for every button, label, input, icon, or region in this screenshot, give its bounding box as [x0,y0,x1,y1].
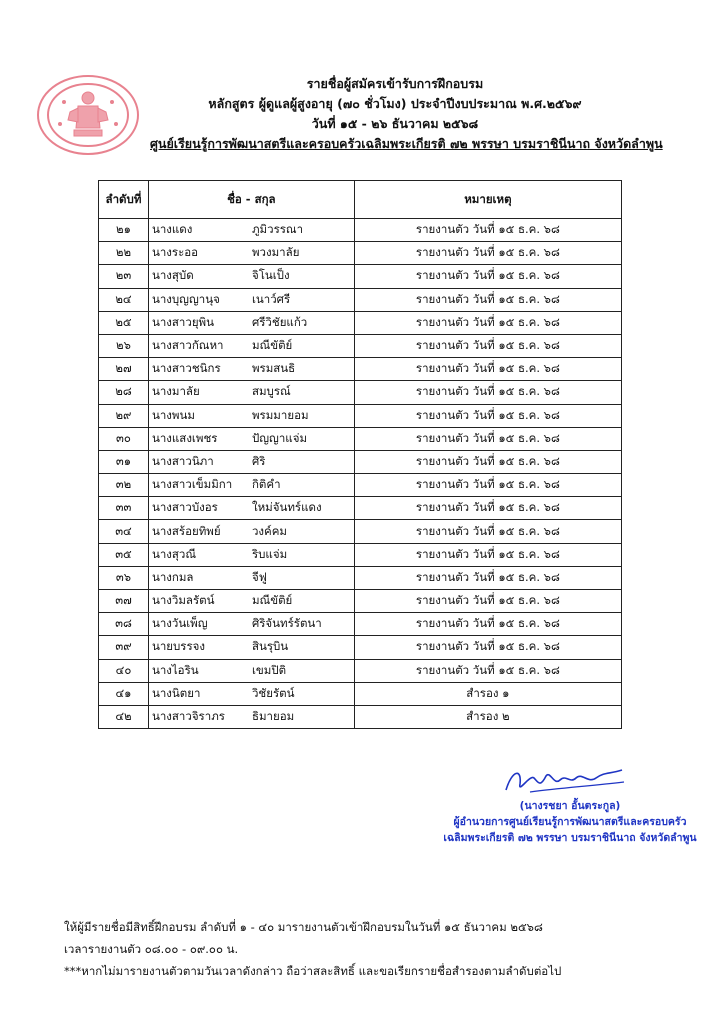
row-remark: รายงานตัว วันที่ ๑๕ ธ.ค. ๖๘ [354,566,621,589]
row-remark: รายงานตัว วันที่ ๑๕ ธ.ค. ๖๘ [354,381,621,404]
signer-position-line1: ผู้อำนวยการศูนย์เรียนรู้การพัฒนาสตรีและครอบครัว [453,816,687,828]
roster-body [99,219,622,729]
row-remark: รายงานตัว วันที่ ๑๕ ธ.ค. ๖๘ [354,358,621,381]
row-full-name [148,334,354,357]
row-number: ๓๓ [99,497,149,520]
row-full-name [148,566,354,589]
row-remark: สำรอง ๑ [354,682,621,705]
royal-emblem-seal-icon [34,72,142,158]
last-name: เนาว์ศรี [251,291,291,306]
row-remark: รายงานตัว วันที่ ๑๕ ธ.ค. ๖๘ [354,242,621,265]
last-name: วงค์คม [251,523,287,538]
row-number: ๒๗ [99,358,149,381]
last-name: จีฟู [251,569,267,584]
row-number: ๒๓ [99,265,149,288]
row-full-name [148,659,354,682]
row-full-name [148,427,354,450]
document-title: รายชื่อผู้สมัครเข้ารับการฝึกอบรม [306,76,484,91]
row-remark: รายงานตัว วันที่ ๑๕ ธ.ค. ๖๘ [354,404,621,427]
first-name: นางระออ [151,245,199,260]
row-full-name [148,543,354,566]
table-row [99,543,622,566]
row-number: ๒๖ [99,334,149,357]
row-number: ๓๒ [99,474,149,497]
course-name: หลักสูตร ผู้ดูแลผู้สูงอายุ (๗๐ ชั่วโมง) ประจำปีงบประมาณ พ.ศ.๒๕๖๙ [208,96,582,111]
row-number: ๓๗ [99,590,149,613]
row-number: ๒๕ [99,311,149,334]
last-name: พรมสนธิ [251,361,296,376]
first-name: นางสาวกัณหา [151,338,224,353]
last-name: ศิริจันทร์รัตนา [251,616,322,631]
last-name: ภูมิวรรณา [251,222,304,237]
table-row [99,613,622,636]
first-name: นางสาวยุพิน [151,314,215,329]
first-name: นางวิมลรัตน์ [151,593,215,608]
column-header-name: ชื่อ - สกุล [148,181,354,219]
row-full-name [148,242,354,265]
roster-table [98,180,622,729]
row-full-name [148,705,354,728]
row-full-name [148,636,354,659]
table-row [99,265,622,288]
first-name: นางสาวจิราภร [151,709,225,724]
row-number: ๔๒ [99,705,149,728]
signature-icon [500,764,630,798]
row-number: ๒๒ [99,242,149,265]
row-remark: รายงานตัว วันที่ ๑๕ ธ.ค. ๖๘ [354,520,621,543]
row-remark: รายงานตัว วันที่ ๑๕ ธ.ค. ๖๘ [354,636,621,659]
table-header-row [99,181,622,219]
first-name: นางนิตยา [151,685,201,700]
row-full-name [148,474,354,497]
last-name: สมบูรณ์ [251,384,291,399]
table-row [99,242,622,265]
table-row [99,219,622,242]
first-name: นายบรรจง [151,639,206,654]
first-name: นางสร้อยทิพย์ [151,523,221,538]
note-line-3: ***หากไม่มารายงานตัวตามวันเวลาดังกล่าว ถือว่าสละสิทธิ์ และขอเรียกรายชื่อสำรองตามลำดับต่อไป [64,964,562,978]
center-name: ศูนย์เรียนรู้การพัฒนาสตรีและครอบครัวเฉลิมพระเกียรติ ๗๒ พรรษา บรมราชินีนาถ จังหวัดลำพูน [150,136,663,151]
row-remark: รายงานตัว วันที่ ๑๕ ธ.ค. ๖๘ [354,497,621,520]
note-line-2: เวลารายงานตัว ๐๘.๐๐ - ๐๙.๐๐ น. [64,942,239,956]
row-number: ๔๐ [99,659,149,682]
last-name: กิติคำ [251,477,281,492]
row-remark: รายงานตัว วันที่ ๑๕ ธ.ค. ๖๘ [354,219,621,242]
row-number: ๓๔ [99,520,149,543]
table-row [99,659,622,682]
row-number: ๒๔ [99,288,149,311]
row-full-name [148,404,354,427]
last-name: พรมมายอม [251,407,309,422]
row-remark: สำรอง ๒ [354,705,621,728]
row-full-name [148,381,354,404]
table-row [99,381,622,404]
last-name: ปัญญาแจ่ม [251,430,308,445]
table-row [99,450,622,473]
row-full-name [148,311,354,334]
first-name: นางสุบัด [151,268,194,283]
table-row [99,682,622,705]
row-full-name [148,265,354,288]
table-row [99,334,622,357]
last-name: จิโนเป็ง [251,268,290,283]
row-remark: รายงานตัว วันที่ ๑๕ ธ.ค. ๖๘ [354,613,621,636]
row-full-name [148,288,354,311]
last-name: ศรีวิชัยแก้ว [251,314,308,329]
note-line-1: ให้ผู้มีรายชื่อมีสิทธิ์ฝึกอบรม ลำดับที่ ๑ - ๔๐ มารายงานตัวเข้าฝึกอบรมในวันที่ ๑๕ ธันวาคม ๒๕๖๘ [64,920,543,934]
document-header [150,74,663,154]
column-header-remark: หมายเหตุ [354,181,621,219]
first-name: นางสาวบังอร [151,500,218,515]
row-number: ๓๘ [99,613,149,636]
first-name: นางกมล [151,569,194,584]
row-remark: รายงานตัว วันที่ ๑๕ ธ.ค. ๖๘ [354,288,621,311]
row-number: ๒๙ [99,404,149,427]
row-full-name [148,497,354,520]
row-full-name [148,682,354,705]
row-remark: รายงานตัว วันที่ ๑๕ ธ.ค. ๖๘ [354,590,621,613]
row-number: ๒๑ [99,219,149,242]
table-row [99,404,622,427]
first-name: นางสาวเข็มมิกา [151,477,233,492]
last-name: เขมปิติ [251,662,287,677]
row-number: ๓๖ [99,566,149,589]
first-name: นางแดง [151,222,193,237]
first-name: นางสาวชนิกร [151,361,221,376]
last-name: มณีขัติย์ [251,338,293,353]
table-row [99,427,622,450]
training-dates: วันที่ ๑๕ - ๒๖ ธันวาคม ๒๕๖๘ [311,116,479,131]
row-full-name [148,613,354,636]
row-number: ๓๐ [99,427,149,450]
table-row [99,636,622,659]
row-full-name [148,590,354,613]
row-remark: รายงานตัว วันที่ ๑๕ ธ.ค. ๖๘ [354,659,621,682]
table-row [99,311,622,334]
table-row [99,288,622,311]
first-name: นางพนม [151,407,195,422]
table-row [99,590,622,613]
last-name: สินรุบิน [251,639,289,654]
last-name: มณีขัติย์ [251,593,293,608]
row-remark: รายงานตัว วันที่ ๑๕ ธ.ค. ๖๘ [354,450,621,473]
first-name: นางมาลัย [151,384,200,399]
row-remark: รายงานตัว วันที่ ๑๕ ธ.ค. ๖๘ [354,334,621,357]
row-remark: รายงานตัว วันที่ ๑๕ ธ.ค. ๖๘ [354,311,621,334]
table-row [99,705,622,728]
signer-position-line2: เฉลิมพระเกียรติ ๗๒ พรรษา บรมราชินีนาถ จังหวัดลำพูน [443,832,697,844]
row-number: ๓๑ [99,450,149,473]
last-name: วิชัยรัตน์ [251,685,295,700]
table-row [99,497,622,520]
signer-name: (นางรชยา อั้นตระกูล) [519,800,621,812]
first-name: นางแสงเพชร [151,430,218,445]
row-remark: รายงานตัว วันที่ ๑๕ ธ.ค. ๖๘ [354,474,621,497]
notes-section [64,916,684,982]
last-name: ใหม่จันทร์แดง [251,500,322,515]
signer-block [430,798,710,846]
row-remark: รายงานตัว วันที่ ๑๕ ธ.ค. ๖๘ [354,265,621,288]
row-number: ๓๕ [99,543,149,566]
table-row [99,358,622,381]
row-remark: รายงานตัว วันที่ ๑๕ ธ.ค. ๖๘ [354,427,621,450]
table-row [99,474,622,497]
table-row [99,520,622,543]
last-name: ริบแจ่ม [251,546,288,561]
table-row [99,566,622,589]
first-name: นางไอริน [151,662,199,677]
last-name: พวงมาลัย [251,245,300,260]
row-full-name [148,358,354,381]
row-full-name [148,219,354,242]
row-full-name [148,450,354,473]
row-number: ๔๑ [99,682,149,705]
first-name: นางวันเพ็ญ [151,616,208,631]
row-number: ๒๘ [99,381,149,404]
row-number: ๓๙ [99,636,149,659]
row-full-name [148,520,354,543]
column-header-number: ลำดับที่ [99,181,149,219]
row-remark: รายงานตัว วันที่ ๑๕ ธ.ค. ๖๘ [354,543,621,566]
last-name: ศิริ [251,453,266,468]
last-name: ธิมายอม [251,709,295,724]
first-name: นางบุญญานุจ [151,291,220,306]
first-name: นางสุวณี [151,546,197,561]
first-name: นางสาวนิภา [151,453,214,468]
